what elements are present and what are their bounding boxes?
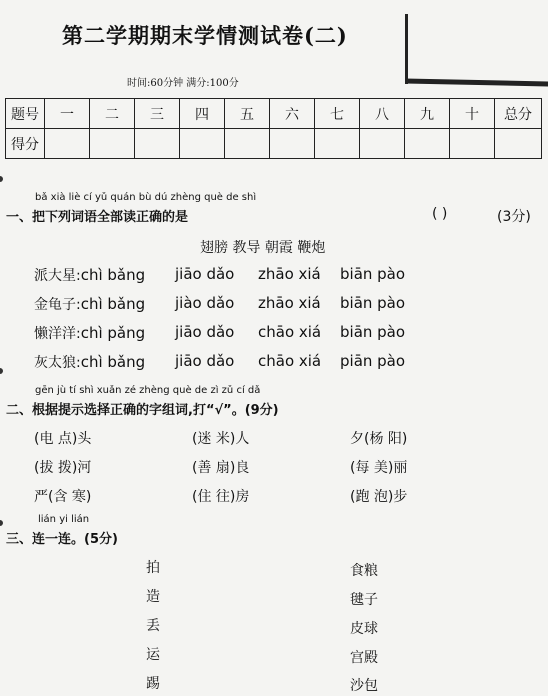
q1-option[interactable]: [34, 352, 145, 372]
q3-left-item[interactable]: 造: [146, 589, 160, 605]
q2-choice[interactable]: (电 点)头: [34, 431, 92, 447]
q1-option-pinyin: biān pào: [340, 265, 406, 283]
score-entry-cell[interactable]: [450, 129, 495, 159]
q1-option[interactable]: [34, 294, 145, 314]
q1-option-label: 懒洋洋:: [34, 326, 81, 342]
q3-right-item[interactable]: 宫殿: [350, 650, 378, 666]
q3-pinyin: lián yi lián: [38, 514, 90, 525]
score-table-header-row: [6, 99, 542, 129]
q1-option-pinyin: jiāo dǎo: [175, 265, 235, 283]
q3-right-item[interactable]: 毽子: [350, 592, 378, 608]
q2-title: 二、根据提示选择正确的字组词,打“√”。(9分): [6, 403, 279, 418]
binding-hole: [0, 176, 3, 182]
score-table: [5, 98, 542, 159]
q3-left-item[interactable]: 丢: [146, 618, 160, 634]
q1-option-pinyin: zhāo xiá: [258, 294, 321, 312]
score-entry-cell[interactable]: [225, 129, 270, 159]
score-entry-cell[interactable]: [270, 129, 315, 159]
q1-option[interactable]: [34, 323, 145, 343]
q3-left-item[interactable]: 踢: [146, 676, 160, 692]
q1-option-pinyin: chāo xiá: [258, 352, 322, 370]
q3-right-item[interactable]: 沙包: [350, 678, 378, 694]
q1-option-pinyin: jiāo dǎo: [175, 323, 235, 341]
q1-option-pinyin: piān pào: [340, 352, 406, 370]
q2-choice[interactable]: 严(含 寒): [34, 489, 92, 505]
score-header-cell: 二: [90, 99, 135, 129]
q3-title: 三、连一连。(5分): [6, 532, 118, 547]
q2-choice[interactable]: (跑 泡)步: [350, 489, 408, 505]
q2-choice[interactable]: (善 扇)良: [192, 460, 250, 476]
score-table-score-row: [6, 129, 542, 159]
q3-right-item[interactable]: 食粮: [350, 563, 378, 579]
q1-option-pinyin: chì bǎng: [80, 295, 146, 313]
score-row-label: 得分: [6, 129, 45, 159]
q1-option-pinyin: biān pào: [340, 323, 406, 341]
q1-option-pinyin: jiāo dǎo: [175, 352, 235, 370]
q2-choice[interactable]: (住 往)房: [192, 489, 250, 505]
q1-option-pinyin: chì pǎng: [80, 324, 146, 342]
page-title: 第二学期期末学情测试卷(二): [62, 23, 348, 48]
q1-words: 翅膀 教导 朝霞 鞭炮: [200, 240, 326, 256]
q1-option-pinyin: chì bǎng: [80, 353, 146, 371]
q1-option[interactable]: [34, 265, 145, 285]
q1-score: (3分): [497, 209, 531, 225]
score-entry-cell[interactable]: [45, 129, 90, 159]
score-header-cell: 六: [270, 99, 315, 129]
q3-right-item[interactable]: 皮球: [350, 621, 378, 637]
q2-choice[interactable]: 夕(杨 阳): [350, 431, 408, 447]
q3-left-item[interactable]: 运: [146, 647, 160, 663]
score-header-cell: 三: [135, 99, 180, 129]
score-header-cell: 总分: [495, 99, 542, 129]
score-entry-cell[interactable]: [405, 129, 450, 159]
score-header-cell: 题号: [6, 99, 45, 129]
score-entry-cell[interactable]: [135, 129, 180, 159]
binding-hole: [0, 520, 3, 526]
q1-option-pinyin: jiào dǎo: [175, 294, 235, 312]
q1-option-pinyin: chāo xiá: [258, 323, 322, 341]
q1-answer-blank[interactable]: ( ): [432, 206, 448, 222]
q2-choice[interactable]: (每 美)丽: [350, 460, 408, 476]
q2-pinyin: gēn jù tí shì xuǎn zé zhèng què de zì zǔ cí dǎ: [35, 385, 261, 396]
score-header-cell: 一: [45, 99, 90, 129]
scan-corner-mark-bottom: [405, 79, 548, 87]
q2-choice[interactable]: (迷 米)人: [192, 431, 250, 447]
q1-option-label: 金龟子:: [34, 297, 81, 313]
score-header-cell: 四: [180, 99, 225, 129]
q2-choice[interactable]: (拔 拨)河: [34, 460, 92, 476]
q1-option-pinyin: zhāo xiá: [258, 265, 321, 283]
score-header-cell: 五: [225, 99, 270, 129]
q3-left-item[interactable]: 拍: [146, 560, 160, 576]
q1-option-label: 灰太狼:: [34, 355, 81, 371]
q1-title: 一、把下列词语全部读正确的是: [6, 210, 189, 225]
exam-meta: 时间:60分钟 满分:100分: [127, 78, 239, 89]
score-header-cell: 十: [450, 99, 495, 129]
q1-pinyin: bǎ xià liè cí yǔ quán bù dú zhèng què de shì: [35, 192, 257, 203]
score-entry-cell[interactable]: [90, 129, 135, 159]
q1-option-pinyin: chì bǎng: [80, 266, 146, 284]
score-entry-cell[interactable]: [180, 129, 225, 159]
score-header-cell: 七: [315, 99, 360, 129]
score-entry-cell[interactable]: [360, 129, 405, 159]
q1-option-label: 派大星:: [34, 268, 81, 284]
q1-option-pinyin: biān pào: [340, 294, 406, 312]
score-entry-cell[interactable]: [315, 129, 360, 159]
score-entry-cell[interactable]: [495, 129, 542, 159]
binding-hole: [0, 368, 3, 374]
score-header-cell: 八: [360, 99, 405, 129]
scan-corner-mark: [405, 14, 408, 84]
score-header-cell: 九: [405, 99, 450, 129]
